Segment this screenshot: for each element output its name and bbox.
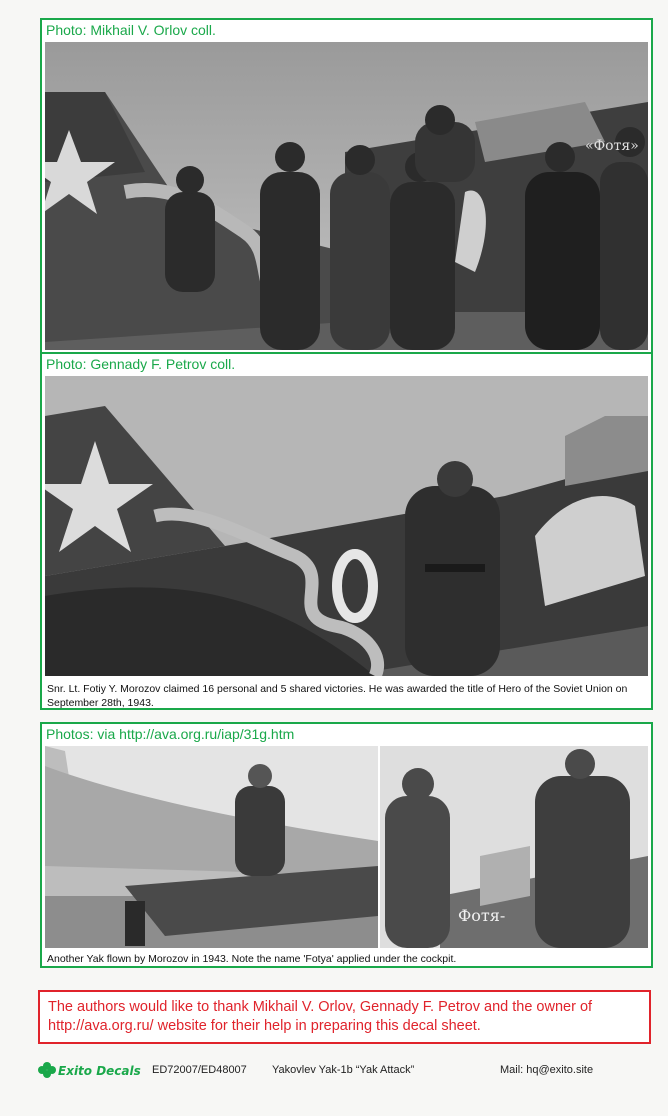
photo-inscription-fotya-2: Фотя-: [458, 906, 506, 925]
caption-morozov: Snr. Lt. Fotiy Y. Morozov claimed 16 personal and 5 shared victories. He was awarded the title of Hero of the Soviet Union on September 28th, 1943.: [47, 683, 628, 709]
acknowledgement-box: The authors would like to thank Mikhail V. Orlov, Gennady F. Petrov and the owner of http://ava.org.ru/ website for their help in preparing this decal sheet.: [38, 990, 651, 1044]
photo-panel-orlov: [40, 18, 653, 354]
caption-another-yak: Another Yak flown by Morozov in 1943. Note the name 'Fotya' applied under the cockpit.: [47, 953, 457, 965]
photo-inscription-fotya: «Фотя»: [585, 138, 639, 154]
photo-morozov-portrait: [45, 376, 648, 676]
product-codes: ED72007/ED48007: [152, 1064, 247, 1076]
photo-panel-petrov: [40, 352, 653, 710]
photo-credit-ava: Photos: via http://ava.org.ru/iap/31g.htm: [46, 726, 295, 742]
product-title: Yakovlev Yak-1b “Yak Attack”: [272, 1064, 415, 1076]
exito-decals-logo: [36, 1060, 144, 1080]
photo-credit-orlov: Photo: Mikhail V. Orlov coll.: [46, 22, 216, 38]
photo-credit-petrov: Photo: Gennady F. Petrov coll.: [46, 356, 236, 372]
photo-panel-ava: [40, 722, 653, 968]
contact-mail[interactable]: Mail: hq@exito.site: [500, 1064, 594, 1076]
photo-pilots-at-cockpit: [380, 746, 648, 948]
logo-text: Exito Decals: [58, 1064, 141, 1078]
photo-yak-on-field: [45, 746, 378, 948]
photo-pilots-group: [45, 42, 648, 350]
